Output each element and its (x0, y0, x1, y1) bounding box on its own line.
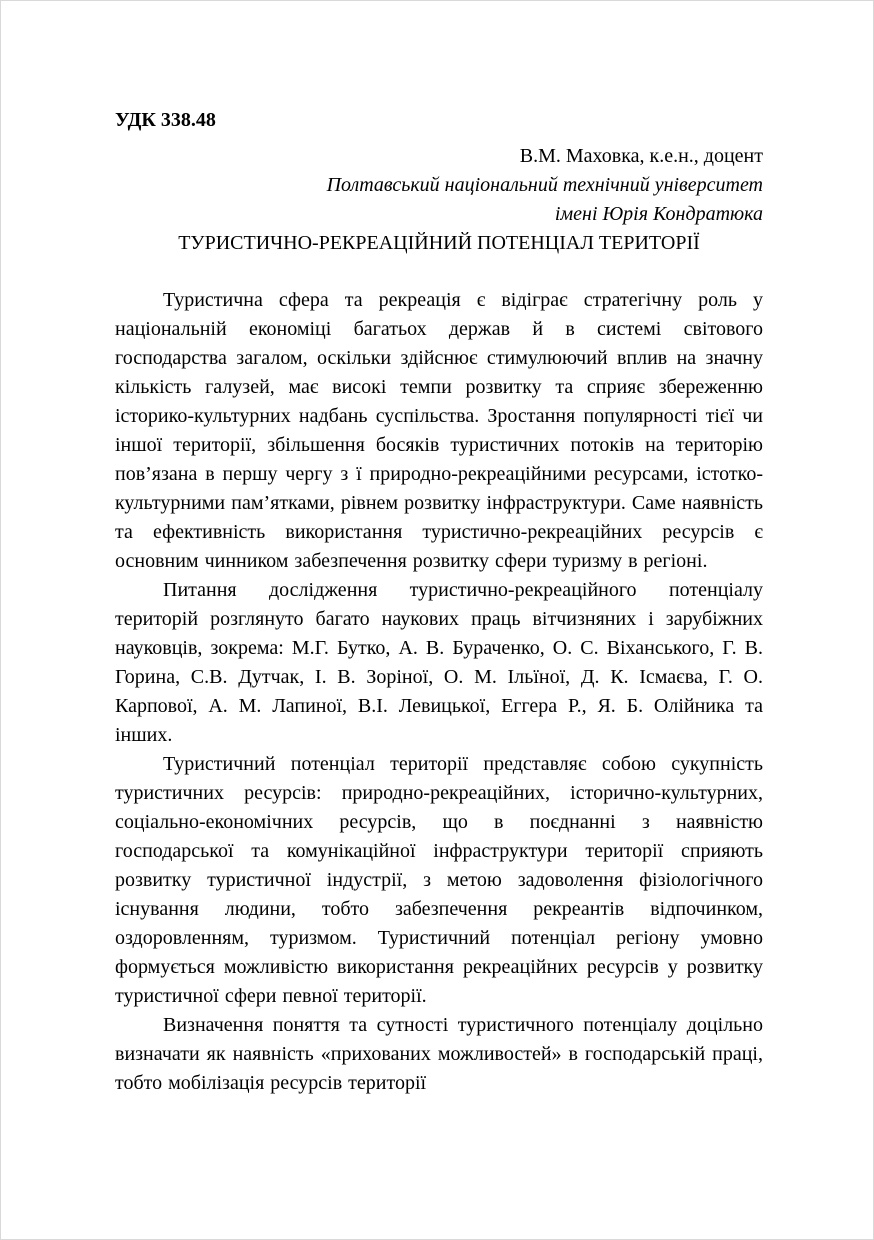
body-paragraphs (115, 286, 763, 1098)
page-content (115, 106, 763, 1098)
affiliation-line-1: Полтавський національний технічний університет (326, 174, 763, 196)
author-line: В.М. Маховка, к.е.н., доцент (519, 145, 763, 167)
paragraph: Туристична сфера та рекреація є відіграє стратегічну роль у національній економіці багатьох держав й в системі світового господарства загалом, оскільки здійснює стимулюючий вплив на значну кількість галузей, має високі темпи розвитку та сприяє збереженню історико-культурних надбань суспільства. Зростання популярності тієї чи іншої території, збільшення босяків туристичних потоків на територію пов’язана в першу чергу з ї природно-рекреаційними ресурсами, істотко-культурними пам’ятками, рівнем розвитку інфраструктури. Саме наявність та ефективність використання туристично-рекреаційних ресурсів є основним чинником забезпечення розвитку сфери туризму в регіоні. (115, 289, 763, 572)
affiliation-line-2: імені Юрія Кондратюка (554, 203, 763, 225)
article-title: ТУРИСТИЧНО-РЕКРЕАЦІЙНИЙ ПОТЕНЦІАЛ ТЕРИТОРІЇ (178, 232, 700, 254)
paragraph: Питання дослідження туристично-рекреаційного потенціалу територій розглянуто багато наукових праць вітчизняних і зарубіжних науковців, зокрема: М.Г. Бутко, А. В. Бураченко, О. С. Віханського, Г. В. Горина, С.В. Дутчак, І. В. Зоріної, О. М. Ільїної, Д. К. Ісмаєва, Г. О. Карпової, А. М. Лапиної, В.І. Левицької, Еггера Р., Я. Б. Олійника та інших. (115, 579, 763, 746)
paragraph: Туристичний потенціал території представляє собою сукупність туристичних ресурсів: природно-рекреаційних, історично-культурних, соціально-економічних ресурсів, що в поєднанні з наявністю господарської та комунікаційної інфраструктури території сприяють розвитку туристичної індустрії, з метою задоволення фізіологічного існування людини, тобто забезпечення рекреантів відпочинком, оздоровленням, туризмом. Туристичний потенціал регіону умовно формується можливістю використання рекреаційних ресурсів у розвитку туристичної сфери певної території. (115, 753, 763, 1007)
udc-number: УДК 338.48 (115, 109, 216, 131)
paragraph: Визначення поняття та сутності туристичного потенціалу доцільно визначати як наявність «прихованих можливостей» в господарській праці, тобто мобілізація ресурсів території (115, 1014, 763, 1094)
